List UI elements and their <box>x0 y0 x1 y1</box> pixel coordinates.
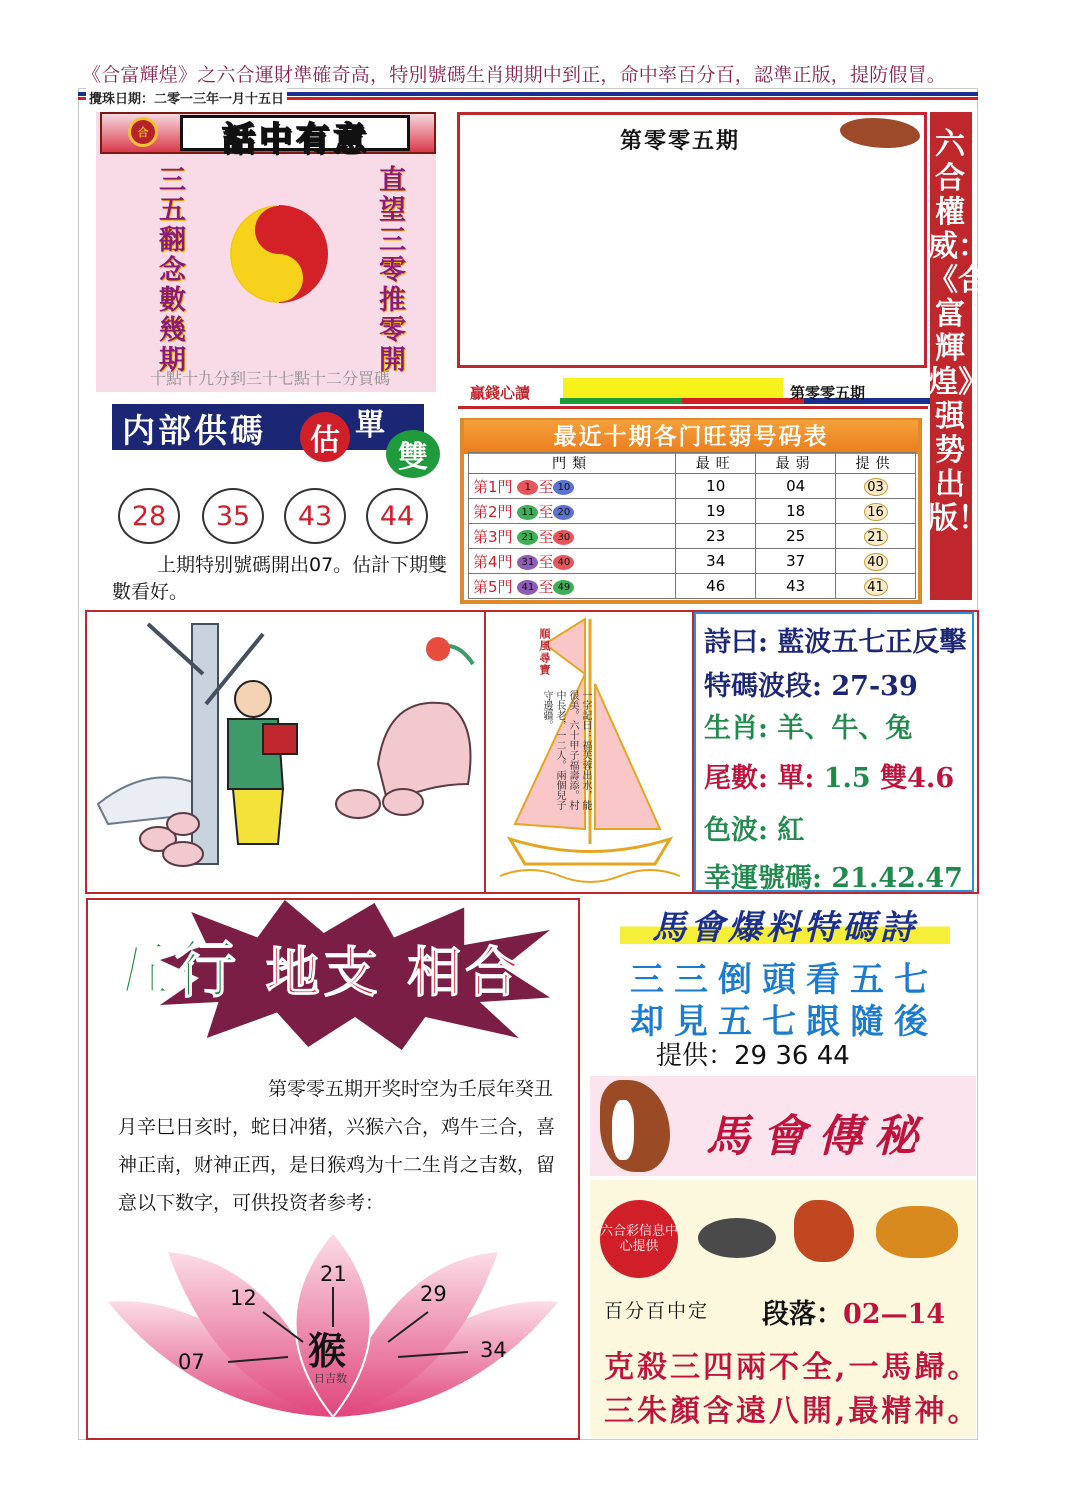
band-label: 特碼波段: <box>704 671 822 702</box>
door-name: 第1門 <box>473 477 513 496</box>
provide-cell: 40 <box>864 553 888 571</box>
pick-number: 28 <box>118 488 180 544</box>
pick-number: 43 <box>284 488 346 544</box>
lotus-number: 29 <box>420 1282 447 1306</box>
gu-badge: 估 <box>300 412 350 462</box>
draw-date: 攪珠日期：二零一三年一月十五日 <box>86 88 287 107</box>
col-header: 最旺 <box>676 453 756 474</box>
logo-icon: 合 <box>128 117 158 147</box>
ball: 41 <box>517 580 538 595</box>
hot-cell: 34 <box>676 549 756 574</box>
reading-boy-illustration <box>88 614 482 890</box>
huazhong-title: 話中有意 <box>222 119 370 158</box>
separator: 至 <box>538 527 554 546</box>
horse-secret-title: 馬會傳秘 <box>706 1111 930 1162</box>
title-hang: 行 <box>174 933 241 1006</box>
percent-label: 百分百中定 <box>604 1300 710 1322</box>
poem-band <box>704 664 918 703</box>
pick-number: 44 <box>366 488 428 544</box>
poem-shi <box>704 620 966 659</box>
lotus-number: 34 <box>480 1338 507 1362</box>
poem-color <box>704 808 804 847</box>
ball: 1 <box>517 480 538 495</box>
cold-cell: 43 <box>756 574 836 599</box>
title-dizhi: 地支 <box>265 940 382 1004</box>
lotus-sub: 日吉数 <box>314 1372 347 1385</box>
win-label: 贏錢心讀 <box>470 384 531 402</box>
huazhong-note: 十點十九分到三十七點十二分買碼 <box>149 369 390 388</box>
zodiac-label: 生肖: <box>704 713 768 744</box>
hot-cell: 46 <box>676 574 756 599</box>
horse-club-provide: 提供：29 36 44 <box>656 1041 850 1071</box>
title-xianghe: 相合 <box>407 940 524 1004</box>
internal-title: 内部供碼 <box>122 411 266 450</box>
separator: 至 <box>538 552 554 571</box>
lotus-number: 21 <box>320 1262 347 1286</box>
ball: 30 <box>553 530 574 545</box>
cold-cell: 04 <box>756 474 836 499</box>
hot-cell: 23 <box>676 524 756 549</box>
zodiac-value: 羊、牛、兔 <box>777 713 913 744</box>
wuxing-title <box>108 920 523 1009</box>
win-issue: 第零零五期 <box>790 384 866 402</box>
separator: 至 <box>538 502 554 521</box>
col-header: 門類 <box>469 453 676 474</box>
table-row <box>469 524 916 549</box>
horse-face-icon <box>612 1100 634 1160</box>
ball: 31 <box>517 555 538 570</box>
cold-cell: 18 <box>756 499 836 524</box>
segment-value: 02—14 <box>843 1299 946 1330</box>
ball: 20 <box>553 505 574 520</box>
right-column-text: 六合權威：《合富輝煌》强势出版！ <box>928 127 988 536</box>
door-name: 第2門 <box>473 502 513 521</box>
provide-cell: 03 <box>864 478 888 496</box>
ball: 11 <box>517 505 538 520</box>
secret-line: 克殺三四兩不全,一馬歸。 <box>604 1350 981 1385</box>
tail-shuang: 雙4.6 <box>880 763 955 794</box>
lotus-number: 07 <box>178 1350 205 1374</box>
band-value: 27-39 <box>831 671 918 702</box>
shi-label: 詩曰: <box>704 627 768 658</box>
ball: 10 <box>553 480 574 495</box>
separator: 至 <box>538 577 554 596</box>
table-row <box>469 549 916 574</box>
poem-lucky <box>704 856 963 895</box>
table-row <box>469 574 916 599</box>
title-wu: 五 <box>108 933 175 1006</box>
hot-cell: 10 <box>676 474 756 499</box>
separator: 至 <box>538 477 554 496</box>
cold-cell: 25 <box>756 524 836 549</box>
divider <box>484 612 486 892</box>
lucky-value: 21.42.47 <box>831 863 963 894</box>
segment <box>762 1292 945 1331</box>
lucky-label: 幸運號碼: <box>704 863 822 894</box>
horse-club-title: 馬會爆料特碼詩 <box>620 900 950 944</box>
rat-icon <box>698 1218 776 1258</box>
top-banner: 《合富輝煌》之六合運財準確奇高，特別號碼生肖期期中到正，命中率百分百，認準正版，提防假冒。 <box>82 64 947 86</box>
win-stripe <box>560 398 930 404</box>
color-value: 紅 <box>777 815 805 846</box>
door-name: 第3門 <box>473 527 513 546</box>
issue-heading: 第零零五期 <box>620 129 741 154</box>
dan-label: 單 <box>355 408 385 443</box>
tail-dan-value: 1.5 <box>823 763 871 794</box>
table-row <box>469 474 916 499</box>
issue-inner <box>464 150 922 362</box>
sail-flag-text: 順風尋寶 <box>538 628 551 676</box>
left-verse: 三五翻念數幾期 <box>154 165 185 375</box>
provide-cell: 41 <box>864 578 888 596</box>
seal-stamp: 六合彩信息中心提供 <box>600 1200 678 1278</box>
right-verse: 直望三零推零開 <box>374 165 405 375</box>
door-name: 第5門 <box>473 577 513 596</box>
lotus-center: 猴 <box>308 1328 347 1373</box>
table-row <box>469 499 916 524</box>
lotus-number: 12 <box>230 1286 257 1310</box>
shi-text: 藍波五七正反擊 <box>777 627 967 658</box>
sail-verse: 一字記曰：福芙蓉出水，能很美。六十甲子福壽添。村中長老，一二人。兩個兒子守邊疆。 <box>541 690 591 810</box>
door-table <box>468 452 916 599</box>
col-header: 最弱 <box>756 453 836 474</box>
door-table-title: 最近十期各门旺弱号码表 <box>464 420 918 454</box>
internal-note: 上期特别號碼開出07。估計下期雙數看好。 <box>112 554 448 603</box>
secret-line: 三朱顏含遠八開,最精神。 <box>604 1394 981 1429</box>
hot-cell: 19 <box>676 499 756 524</box>
horse-club-line: 三三倒頭看五七 <box>630 960 938 1000</box>
ball: 49 <box>553 580 574 595</box>
wuxing-paragraph: 第零零五期开奖时空为壬辰年癸丑月辛巳日亥时，蛇日冲猪，兴猴六合，鸡牛三合，喜神正南，财神正西，是日猴鸡为十二生肖之吉数，留意以下数字，可供投资者参考： <box>118 1078 556 1214</box>
poem-zodiac <box>704 706 912 745</box>
provide-cell: 16 <box>864 503 888 521</box>
segment-label: 段落： <box>762 1299 843 1330</box>
ball: 21 <box>517 530 538 545</box>
ball: 40 <box>553 555 574 570</box>
horse-club-line: 却見五七跟隨後 <box>630 1002 938 1042</box>
col-header: 提供 <box>836 453 916 474</box>
provide-cell: 21 <box>864 528 888 546</box>
pick-number: 35 <box>202 488 264 544</box>
tail-dan: 單: <box>777 763 815 794</box>
shuang-badge: 雙 <box>386 430 440 478</box>
poem-tail <box>704 756 954 795</box>
cold-cell: 37 <box>756 549 836 574</box>
tiger-icon <box>876 1206 958 1258</box>
tail-label: 尾數: <box>704 763 768 794</box>
yinyang-icon <box>230 205 328 303</box>
door-name: 第4門 <box>473 552 513 571</box>
color-label: 色波: <box>704 815 768 846</box>
